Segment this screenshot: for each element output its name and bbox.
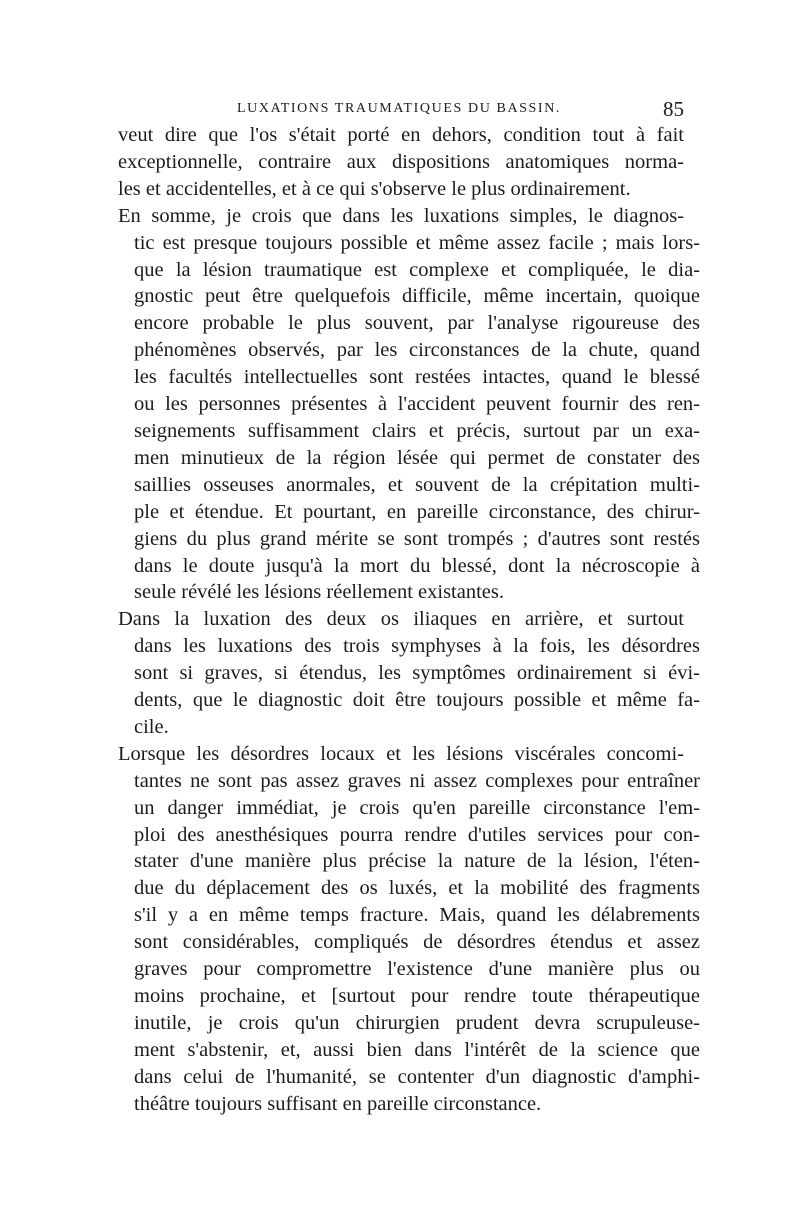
text-line: cile. xyxy=(134,715,169,738)
paragraph xyxy=(118,741,700,1118)
text-line: tantes ne sont pas assez graves ni assez complexes pour entraîner xyxy=(134,769,700,792)
text-line: théâtre toujours suffisant en pareille circonstance. xyxy=(134,1092,542,1115)
text-line: men minutieux de la région lésée qui permet de constater des xyxy=(134,446,700,469)
paragraph xyxy=(118,203,700,607)
text-line: dans celui de l'humanité, se contenter d'un diagnostic d'amphi- xyxy=(134,1065,700,1088)
text-line: moins prochaine, et [surtout pour rendre toute thérapeutique xyxy=(134,985,700,1007)
text-line: sont si graves, si étendus, les symptômes ordinairement si évi- xyxy=(134,662,700,685)
text-line: graves pour compromettre l'existence d'une manière plus ou xyxy=(134,958,700,981)
text-line: s'il y a en même temps fracture. Mais, quand les délabrements xyxy=(134,904,700,927)
text-line: ou les personnes présentes à l'accident peuvent fournir des ren- xyxy=(134,393,700,416)
text-line: Dans la luxation des deux os iliaques en arrière, et surtout xyxy=(118,608,684,631)
paragraph xyxy=(118,122,684,203)
text-line: ple et étendue. Et pourtant, en pareille circonstance, des chirur- xyxy=(134,500,700,523)
text-line: giens du plus grand mérite se sont trompés ; d'autres sont restés xyxy=(134,527,700,550)
text-line: phénomènes observés, par les circonstances de la chute, quand xyxy=(134,339,700,362)
text-line: dans les luxations des trois symphyses à la fois, les désordres xyxy=(134,635,700,658)
text-line: gnostic peut être quelquefois difficile, même incertain, quoique xyxy=(134,285,700,308)
text-line: ploi des anesthésiques pourra rendre d'utiles services pour con- xyxy=(134,823,700,846)
text-line: dents, que le diagnostic doit être toujours possible et même fa- xyxy=(134,689,700,712)
text-line: Lorsque les désordres locaux et les lésions viscérales concomi- xyxy=(118,742,684,765)
text-line: ment s'abstenir, et, aussi bien dans l'intérêt de la science que xyxy=(134,1038,700,1061)
text-line: veut dire que l'os s'était porté en dehors, condition tout à fait xyxy=(118,124,684,146)
text-line: due du déplacement des os luxés, et la mobilité des fragments xyxy=(134,877,700,900)
page-header xyxy=(118,99,684,123)
text-line: stater d'une manière plus précise la nature de la lésion, l'éten- xyxy=(134,850,700,873)
paragraph xyxy=(118,606,700,741)
text-line: encore probable le plus souvent, par l'analyse rigoureuse des xyxy=(134,312,700,335)
text-line: les et accidentelles, et à ce qui s'observe le plus ordinairement. xyxy=(118,177,631,200)
text-line: seule révélé les lésions réellement existantes. xyxy=(134,581,505,604)
text-line: exceptionnelle, contraire aux dispositions anatomiques norma- xyxy=(118,150,684,173)
text-line: les facultés intellectuelles sont restées intactes, quand le blessé xyxy=(134,366,700,389)
page-number: 85 xyxy=(663,97,684,121)
body-text xyxy=(118,122,700,1118)
text-line: tic est presque toujours possible et même assez facile ; mais lors- xyxy=(134,231,700,254)
text-line: saillies osseuses anormales, et souvent de la crépitation multi- xyxy=(134,473,700,496)
running-head: LUXATIONS TRAUMATIQUES DU BASSIN. xyxy=(237,101,562,116)
text-line: dans le doute jusqu'à la mort du blessé, dont la nécroscopie à xyxy=(134,554,700,577)
text-line: inutile, je crois qu'un chirurgien prudent devra scrupuleuse- xyxy=(134,1011,700,1034)
text-line: sont considérables, compliqués de désordres étendus et assez xyxy=(134,931,700,954)
text-line: que la lésion traumatique est complexe et compliquée, le dia- xyxy=(134,258,700,281)
text-line: En somme, je crois que dans les luxations simples, le diagnos- xyxy=(118,204,684,227)
text-line: seignements suffisamment clairs et précis, surtout par un exa- xyxy=(134,419,700,442)
text-line: un danger immédiat, je crois qu'en pareille circonstance l'em- xyxy=(134,796,700,819)
